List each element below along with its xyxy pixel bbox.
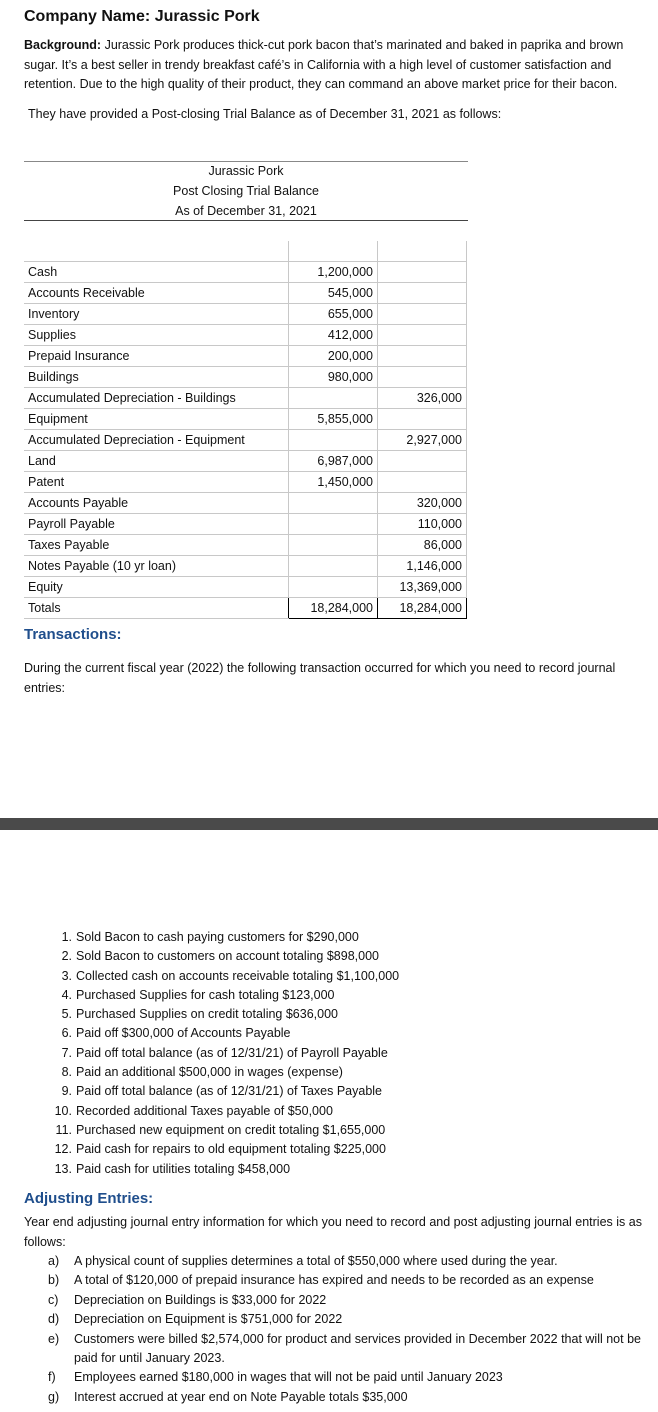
transaction-text: Paid off total balance (as of 12/31/21) of Payroll Payable: [76, 1045, 388, 1060]
tb-debit: [289, 388, 378, 409]
tb-credit: [378, 304, 467, 325]
tb-row: [24, 409, 467, 430]
adjusting-item: [48, 1330, 652, 1369]
transaction-item: [48, 1005, 399, 1024]
adjusting-item: [48, 1252, 652, 1271]
tb-credit: 18,284,000: [378, 598, 467, 619]
transaction-number: 10.: [54, 1103, 72, 1118]
tb-date: As of December 31, 2021: [175, 204, 317, 218]
tb-debit: [289, 514, 378, 535]
adjusting-item: [48, 1291, 652, 1310]
transaction-number: 5.: [61, 1007, 72, 1022]
tb-debit: [289, 556, 378, 577]
tb-account: Supplies: [24, 325, 289, 346]
tb-account: Accumulated Depreciation - Buildings: [24, 388, 289, 409]
tb-debit: 980,000: [289, 367, 378, 388]
transaction-item: [48, 1044, 399, 1063]
adjusting-letter: a): [48, 1254, 60, 1268]
transaction-text: Paid cash for repairs to old equipment totaling $225,000: [76, 1142, 386, 1157]
tb-account: Cash: [24, 262, 289, 283]
transaction-item: [48, 1121, 399, 1140]
adjusting-text: Employees earned $180,000 in wages that will not be paid until January 2023: [74, 1370, 503, 1385]
transaction-number: 9.: [61, 1084, 72, 1099]
transaction-item: [48, 1024, 399, 1043]
adjusting-text: A total of $120,000 of prepaid insurance has expired and needs to be recorded as an expense: [74, 1273, 594, 1288]
tb-blank-row: [24, 241, 467, 262]
transaction-number: 13.: [54, 1161, 72, 1176]
tb-account: Accounts Payable: [24, 493, 289, 514]
tb-debit: 6,987,000: [289, 451, 378, 472]
page-divider: [0, 818, 658, 830]
tb-credit: 13,369,000: [378, 577, 467, 598]
tb-account: Land: [24, 451, 289, 472]
tb-debit: [289, 430, 378, 451]
transaction-text: Collected cash on accounts receivable totaling $1,100,000: [76, 968, 400, 983]
tb-debit: 1,450,000: [289, 472, 378, 493]
transaction-item: [48, 967, 399, 986]
tb-debit: 200,000: [289, 346, 378, 367]
transaction-number: 12.: [54, 1142, 72, 1157]
adjusting-item: [48, 1271, 652, 1290]
transaction-number: 8.: [61, 1065, 72, 1080]
tb-row: [24, 283, 467, 304]
tb-credit: [378, 472, 467, 493]
transactions-intro: During the current fiscal year (2022) the following transaction occurred for which you need to record journal entries:: [24, 661, 616, 695]
transaction-text: Recorded additional Taxes payable of $50,000: [76, 1103, 333, 1118]
tb-row: [24, 451, 467, 472]
tb-account: Payroll Payable: [24, 514, 289, 535]
transaction-item: [48, 1160, 399, 1179]
tb-row: [24, 388, 467, 409]
tb-account: Inventory: [24, 304, 289, 325]
tb-row: [24, 535, 467, 556]
adjusting-letter: d): [48, 1312, 60, 1327]
tb-row: [24, 304, 467, 325]
transaction-item: [48, 947, 399, 966]
tb-credit: [378, 346, 467, 367]
transactions-list: [48, 928, 399, 1179]
tb-credit: 86,000: [378, 535, 467, 556]
transaction-text: Sold Bacon to cash paying customers for $290,000: [76, 930, 359, 944]
tb-row: [24, 346, 467, 367]
adjusting-item: [48, 1310, 652, 1329]
transaction-item: [48, 1140, 399, 1159]
background-paragraph: [24, 36, 652, 95]
tb-debit: 5,855,000: [289, 409, 378, 430]
adjusting-letter: b): [48, 1273, 60, 1288]
tb-row: [24, 262, 467, 283]
tb-debit: 1,200,000: [289, 262, 378, 283]
adjusting-letter: f): [48, 1370, 56, 1385]
adjusting-text: Depreciation on Equipment is $751,000 for 2022: [74, 1312, 343, 1327]
transaction-item: [48, 986, 399, 1005]
transaction-item: [48, 1082, 399, 1101]
tb-credit: 1,146,000: [378, 556, 467, 577]
tb-debit: [289, 535, 378, 556]
tb-row: [24, 325, 467, 346]
tb-row: [24, 556, 467, 577]
adjusting-intro: Year end adjusting journal entry information for which you need to record and post adjusting journal entries is as follows:: [24, 1215, 642, 1249]
transaction-text: Purchased new equipment on credit totaling $1,655,000: [76, 1122, 386, 1137]
tb-top-rule: [24, 161, 468, 162]
adjusting-text: Customers were billed $2,574,000 for product and services provided in December 2022 that will not be paid for until January 2023.: [74, 1331, 641, 1366]
adjusting-list: [48, 1252, 652, 1407]
tb-header-rule: [24, 220, 468, 221]
tb-account: Totals: [24, 598, 289, 619]
tb-statement-name: Post Closing Trial Balance: [173, 184, 319, 198]
tb-credit: [378, 325, 467, 346]
tb-row: [24, 493, 467, 514]
tb-row: [24, 577, 467, 598]
transaction-item: [48, 1102, 399, 1121]
tb-account: Patent: [24, 472, 289, 493]
tb-debit: 18,284,000: [289, 598, 378, 619]
tb-account: Notes Payable (10 yr loan): [24, 556, 289, 577]
transaction-item: [48, 928, 399, 947]
tb-account: Prepaid Insurance: [24, 346, 289, 367]
tb-debit: 655,000: [289, 304, 378, 325]
transaction-number: 7.: [61, 1045, 72, 1060]
transaction-text: Sold Bacon to customers on account totaling $898,000: [76, 949, 379, 964]
tb-account: Taxes Payable: [24, 535, 289, 556]
adjusting-text: Depreciation on Buildings is $33,000 for 2022: [74, 1292, 327, 1307]
trial-balance-intro: They have provided a Post-closing Trial Balance as of December 31, 2021 as follows:: [28, 106, 502, 121]
transaction-number: 6.: [61, 1026, 72, 1041]
transaction-item: [48, 1063, 399, 1082]
adjusting-letter: c): [48, 1292, 59, 1307]
tb-row: [24, 514, 467, 535]
adjusting-item: [48, 1388, 652, 1407]
transaction-text: Paid off total balance (as of 12/31/21) of Taxes Payable: [76, 1084, 382, 1099]
transaction-text: Paid cash for utilities totaling $458,000: [76, 1161, 291, 1176]
tb-credit: 320,000: [378, 493, 467, 514]
intro-section: [24, 8, 652, 121]
transaction-text: Paid an additional $500,000 in wages (expense): [76, 1065, 343, 1080]
transaction-text: Purchased Supplies on credit totaling $636,000: [76, 1007, 338, 1022]
tb-credit: 2,927,000: [378, 430, 467, 451]
adjusting-text: Interest accrued at year end on Note Payable totals $35,000: [74, 1389, 408, 1404]
adjusting-item: [48, 1368, 652, 1387]
transaction-number: 4.: [61, 987, 72, 1002]
tb-row: [24, 367, 467, 388]
transactions-heading: Transactions:: [24, 626, 122, 643]
transaction-number: 3.: [61, 968, 72, 983]
tb-row: [24, 472, 467, 493]
tb-total-row: [24, 598, 467, 619]
background-text: Jurassic Pork produces thick-cut pork bacon that’s marinated and baked in paprika and brown sugar. It’s a best seller in trendy breakfast café’s in California with a high level of customer satisfaction and retention. Due to the high quality of their product, they can command an above market price for their bacon.: [24, 38, 624, 91]
tb-credit: [378, 451, 467, 472]
tb-credit: [378, 283, 467, 304]
tb-credit: [378, 409, 467, 430]
tb-account: Buildings: [24, 367, 289, 388]
trial-balance-table: [24, 241, 467, 619]
trial-balance-header: [24, 161, 468, 221]
transaction-number: 11.: [55, 1122, 72, 1137]
adjusting-letter: g): [48, 1389, 60, 1404]
adjusting-letter: e): [48, 1331, 60, 1346]
tb-credit: [378, 367, 467, 388]
tb-debit: 545,000: [289, 283, 378, 304]
tb-account: Accounts Receivable: [24, 283, 289, 304]
adjusting-text: A physical count of supplies determines a total of $550,000 where used during the year.: [74, 1254, 558, 1268]
tb-credit: 110,000: [378, 514, 467, 535]
tb-debit: 412,000: [289, 325, 378, 346]
tb-account: Equipment: [24, 409, 289, 430]
background-label: Background:: [24, 38, 102, 52]
transaction-text: Purchased Supplies for cash totaling $123,000: [76, 987, 335, 1002]
tb-row: [24, 430, 467, 451]
tb-account: Equity: [24, 577, 289, 598]
page-title: Company Name: Jurassic Pork: [24, 8, 260, 25]
transaction-text: Paid off $300,000 of Accounts Payable: [76, 1026, 291, 1041]
tb-credit: 326,000: [378, 388, 467, 409]
transaction-number: 2.: [61, 949, 72, 964]
tb-company-name: Jurassic Pork: [208, 164, 284, 178]
tb-debit: [289, 577, 378, 598]
transaction-number: 1.: [61, 930, 72, 944]
tb-account: Accumulated Depreciation - Equipment: [24, 430, 289, 451]
adjusting-heading: Adjusting Entries:: [24, 1190, 154, 1207]
tb-credit: [378, 262, 467, 283]
tb-debit: [289, 493, 378, 514]
